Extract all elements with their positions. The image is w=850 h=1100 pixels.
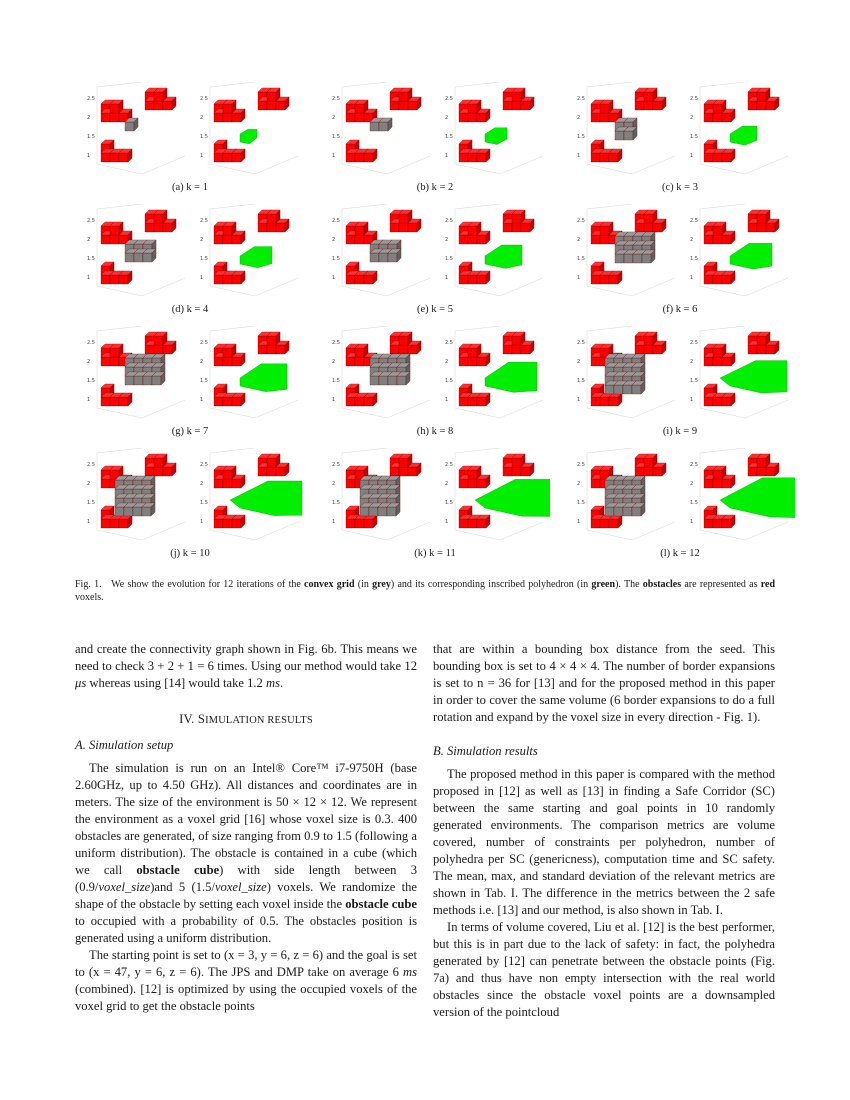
paragraph: and create the connectivity graph shown in Fig. 6b. This means we need to check 3 + 2 + 1 = 6 times. Using our method would take 12 μs whereas using [14] would take 1.2 ms.	[75, 642, 417, 690]
svg-text:2.5: 2.5	[200, 340, 208, 346]
subsection-heading: B. Simulation results	[433, 744, 538, 758]
svg-text:1: 1	[445, 397, 449, 403]
svg-text:2: 2	[445, 359, 449, 365]
svg-text:2: 2	[87, 115, 91, 121]
subfigure-6	[565, 204, 795, 326]
subfigure-caption: (i) k = 9	[662, 426, 698, 437]
svg-text:1.5: 1.5	[332, 500, 340, 506]
polyhedron-plot	[200, 326, 305, 421]
svg-text:2: 2	[332, 237, 336, 243]
svg-text:2.5: 2.5	[690, 340, 698, 346]
convex-grid-plot	[332, 448, 437, 543]
convex-grid-plot	[332, 82, 437, 177]
convex-grid-plot	[577, 82, 682, 177]
svg-text:1.5: 1.5	[200, 378, 208, 384]
svg-text:1.5: 1.5	[445, 500, 453, 506]
svg-text:1.5: 1.5	[87, 500, 95, 506]
svg-text:2: 2	[87, 237, 91, 243]
polyhedron-plot	[445, 448, 550, 543]
polyhedron-plot	[690, 448, 795, 543]
polyhedron-plot	[445, 82, 550, 177]
svg-text:2.5: 2.5	[690, 218, 698, 224]
polyhedron-plot	[690, 82, 795, 177]
svg-text:2.5: 2.5	[332, 218, 340, 224]
svg-text:1.5: 1.5	[200, 134, 208, 140]
svg-text:1.5: 1.5	[332, 378, 340, 384]
subfigure-caption: (c) k = 3	[662, 182, 698, 193]
subfigure-9	[565, 326, 795, 448]
svg-text:2.5: 2.5	[577, 462, 585, 468]
svg-text:1.5: 1.5	[332, 256, 340, 262]
subfigure-caption: (l) k = 12	[660, 548, 700, 559]
svg-text:2: 2	[577, 481, 581, 487]
polyhedron-plot	[445, 204, 550, 299]
svg-text:2: 2	[445, 237, 449, 243]
svg-text:2.5: 2.5	[332, 96, 340, 102]
svg-text:1: 1	[445, 519, 449, 525]
svg-text:2: 2	[690, 237, 694, 243]
convex-grid-plot	[577, 204, 682, 299]
svg-text:1: 1	[87, 397, 91, 403]
svg-text:1.5: 1.5	[577, 256, 585, 262]
svg-text:2.5: 2.5	[332, 462, 340, 468]
paragraph: The simulation is run on an Intel® Core™ i7-9750H (base 2.60GHz, up to 4.50 GHz). All distances and coordinates are in meters. The size of the environment is 50 × 12 × 12. We represent the environment as a voxel grid [16] whose voxel size is 0.3. 400 obstacles are generated, of size ranging from 0.9 to 1.5 (following a uniform distribution). The obstacle is contained in a cube (which we call obstacle cube) with side length between 3 (0.9/voxel_size)and 5 (1.5/voxel_size) voxels. We randomize the shape of the obstacle by setting each voxel inside the obstacle cube to occupied with a probability of 0.5. The obstacles position is generated using a uniform distribution.	[75, 761, 417, 945]
convex-grid-plot	[87, 448, 192, 543]
svg-text:2.5: 2.5	[87, 96, 95, 102]
svg-text:1: 1	[87, 153, 91, 159]
convex-grid-plot	[87, 82, 192, 177]
svg-text:2: 2	[445, 481, 449, 487]
svg-text:2: 2	[577, 359, 581, 365]
svg-text:1.5: 1.5	[200, 500, 208, 506]
svg-text:2.5: 2.5	[200, 462, 208, 468]
svg-text:1.5: 1.5	[87, 134, 95, 140]
svg-text:2: 2	[577, 237, 581, 243]
subfigure-11	[320, 448, 550, 570]
svg-text:2: 2	[577, 115, 581, 121]
svg-text:1.5: 1.5	[445, 134, 453, 140]
svg-text:2: 2	[200, 237, 204, 243]
svg-text:1: 1	[690, 153, 694, 159]
svg-text:1: 1	[200, 275, 204, 281]
polyhedron-plot	[690, 204, 795, 299]
left-column	[75, 641, 417, 1015]
svg-text:2.5: 2.5	[445, 218, 453, 224]
polyhedron-plot	[690, 326, 795, 421]
svg-text:2: 2	[200, 359, 204, 365]
subfigure-7	[75, 326, 305, 448]
svg-text:1.5: 1.5	[577, 378, 585, 384]
convex-grid-plot	[87, 204, 192, 299]
svg-text:2.5: 2.5	[690, 462, 698, 468]
svg-text:1: 1	[87, 275, 91, 281]
svg-text:2.5: 2.5	[445, 462, 453, 468]
convex-grid-plot	[87, 326, 192, 421]
svg-text:2: 2	[690, 115, 694, 121]
subfigure-caption: (a) k = 1	[172, 182, 208, 193]
svg-text:1: 1	[577, 519, 581, 525]
svg-text:1.5: 1.5	[445, 256, 453, 262]
subfigure-caption: (d) k = 4	[171, 304, 209, 315]
svg-text:2.5: 2.5	[577, 340, 585, 346]
subfigure-1	[75, 82, 305, 204]
polyhedron-plot	[200, 82, 305, 177]
polyhedron-plot	[200, 448, 305, 543]
svg-text:1: 1	[445, 153, 449, 159]
svg-text:1.5: 1.5	[87, 256, 95, 262]
svg-text:1: 1	[332, 153, 336, 159]
svg-text:2: 2	[332, 359, 336, 365]
svg-text:1.5: 1.5	[690, 378, 698, 384]
svg-text:1: 1	[332, 397, 336, 403]
svg-text:1: 1	[332, 275, 336, 281]
svg-text:2.5: 2.5	[87, 340, 95, 346]
svg-text:1: 1	[577, 153, 581, 159]
paragraph: In terms of volume covered, Liu et al. [12] is the best performer, but this is in part due to the lack of safety: in fact, the polyhedra generated by [12] can penetrate between the obstacle points (Fig. 7a) and thus have non empty intersection with the real world obstacles since the obstacle voxel points are a downsampled version of the pointcloud	[433, 920, 775, 1019]
svg-text:1: 1	[690, 397, 694, 403]
subfigure-12	[565, 448, 795, 570]
svg-text:1: 1	[690, 519, 694, 525]
section-heading: IV. SIMULATION RESULTS	[179, 712, 313, 726]
convex-grid-plot	[332, 204, 437, 299]
svg-text:1.5: 1.5	[200, 256, 208, 262]
svg-text:2.5: 2.5	[87, 462, 95, 468]
svg-text:2: 2	[690, 359, 694, 365]
paragraph: The proposed method in this paper is compared with the method proposed in [12] as well as [13] in finding a Safe Corridor (SC) between the same starting and goal points in 10 randomly generated environments. The comparison metrics are volume covered, number of constraints per polyhedron, number of polyhedra per SC (genericness), computation time and SC safety. The mean, max, and standard deviation of the relevant metrics are shown in Tab. I. The difference in the metrics between the 2 safe methods i.e. [13] and our method, is also shown in Tab. I.	[433, 767, 775, 917]
subfigure-2	[320, 82, 550, 204]
svg-text:1.5: 1.5	[445, 378, 453, 384]
svg-text:1: 1	[200, 153, 204, 159]
subfigure-caption: (h) k = 8	[416, 426, 454, 437]
svg-text:1: 1	[200, 397, 204, 403]
right-column	[433, 641, 775, 1021]
subfigure-caption: (k) k = 11	[414, 548, 456, 559]
svg-text:1: 1	[577, 397, 581, 403]
svg-text:1.5: 1.5	[577, 134, 585, 140]
svg-text:2: 2	[690, 481, 694, 487]
svg-text:1: 1	[87, 519, 91, 525]
svg-text:1.5: 1.5	[690, 134, 698, 140]
subsection-heading: A. Simulation setup	[75, 738, 174, 752]
svg-text:2: 2	[332, 481, 336, 487]
paragraph: that are within a bounding box distance from the seed. This bounding box is set to 4 × 4 × 4. The number of border expansions is set to n = 36 for [13] and for the proposed method in this paper in order to cover the same volume (6 border expansions to do a full rotation and expand by the voxel size in every direction - Fig. 1).	[433, 642, 775, 724]
svg-text:1.5: 1.5	[332, 134, 340, 140]
svg-text:2.5: 2.5	[445, 96, 453, 102]
polyhedron-plot	[200, 204, 305, 299]
convex-grid-plot	[577, 326, 682, 421]
subfigure-4	[75, 204, 305, 326]
svg-text:2: 2	[200, 115, 204, 121]
svg-text:2: 2	[200, 481, 204, 487]
svg-text:2.5: 2.5	[87, 218, 95, 224]
svg-text:2: 2	[87, 359, 91, 365]
subfigure-caption: (e) k = 5	[417, 304, 453, 315]
svg-text:1: 1	[332, 519, 336, 525]
subfigure-3	[565, 82, 795, 204]
svg-text:2.5: 2.5	[332, 340, 340, 346]
subfigure-8	[320, 326, 550, 448]
subfigure-caption: (f) k = 6	[662, 304, 698, 315]
svg-text:2.5: 2.5	[577, 96, 585, 102]
polyhedron-plot	[445, 326, 550, 421]
svg-text:2.5: 2.5	[200, 218, 208, 224]
svg-text:2: 2	[445, 115, 449, 121]
subfigure-caption: (g) k = 7	[171, 426, 209, 437]
figure-caption: Fig. 1. We show the evolution for 12 iterations of the convex grid (in grey) and its corresponding inscribed polyhedron (in green). The obstacles are represented as red voxels.	[75, 579, 776, 603]
paragraph: The starting point is set to (x = 3, y = 6, z = 6) and the goal is set to (x = 47, y = 6, z = 6). The JPS and DMP take on average 6 ms (combined). [12] is optimized by using the occupied voxels of the voxel grid to get the obstacle points	[75, 948, 417, 1013]
svg-text:1.5: 1.5	[690, 500, 698, 506]
svg-text:1: 1	[577, 275, 581, 281]
subfigure-10	[75, 448, 305, 570]
subfigure-5	[320, 204, 550, 326]
svg-text:2: 2	[87, 481, 91, 487]
subfigure-caption: (b) k = 2	[416, 182, 454, 193]
svg-text:1: 1	[200, 519, 204, 525]
svg-text:2.5: 2.5	[200, 96, 208, 102]
convex-grid-plot	[577, 448, 682, 543]
subfigure-caption: (j) k = 10	[170, 548, 210, 559]
svg-text:2.5: 2.5	[577, 218, 585, 224]
svg-text:2.5: 2.5	[690, 96, 698, 102]
svg-text:1: 1	[445, 275, 449, 281]
svg-text:1: 1	[690, 275, 694, 281]
svg-text:1.5: 1.5	[690, 256, 698, 262]
svg-text:2.5: 2.5	[445, 340, 453, 346]
convex-grid-plot	[332, 326, 437, 421]
svg-text:2: 2	[332, 115, 336, 121]
svg-text:1.5: 1.5	[577, 500, 585, 506]
svg-text:1.5: 1.5	[87, 378, 95, 384]
